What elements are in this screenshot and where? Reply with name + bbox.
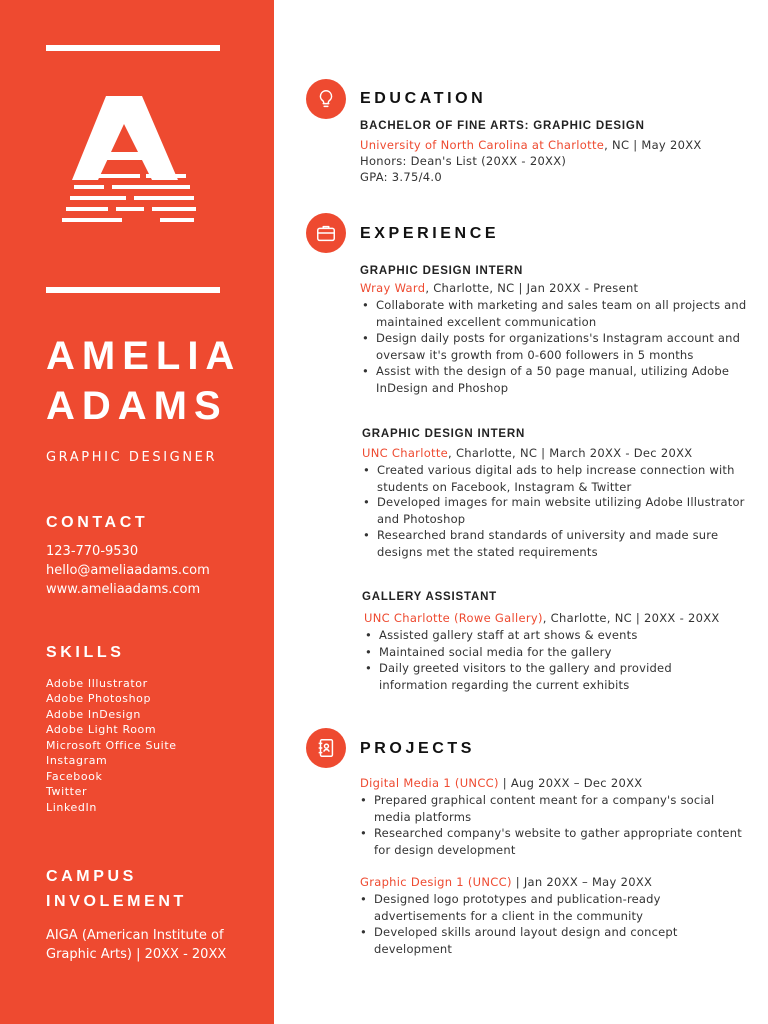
bullet-item: • Collaborate with marketing and sales team on all projects and maintained excellent communication: [362, 298, 747, 329]
project-name: Digital Media 1 (UNCC): [360, 776, 499, 790]
job-title: GRAPHIC DESIGN INTERN: [362, 428, 526, 440]
bullet-item: • Assisted gallery staff at art shows & events: [365, 628, 638, 642]
honors-line: Honors: Dean's List (20XX - 20XX): [360, 154, 567, 168]
job-title: GALLERY ASSISTANT: [362, 591, 497, 603]
skill-item: Adobe Photoshop: [46, 692, 152, 705]
projects-heading: PROJECTS: [360, 740, 476, 757]
bullet-item: • Designed logo prototypes and publication-ready advertisements for a client in the community: [360, 892, 661, 923]
bullet-item: • Created various digital ads to help increase connection with students on Facebook, Instagram & Twitter: [363, 463, 735, 494]
logo-divider: [46, 287, 220, 293]
briefcase-icon: [306, 213, 346, 253]
skill-item: Instagram: [46, 754, 108, 767]
contact-heading: CONTACT: [46, 514, 149, 531]
job-org: Wray Ward: [360, 281, 426, 295]
job-title: GRAPHIC DESIGNER: [46, 450, 218, 465]
job-org: UNC Charlotte (Rowe Gallery): [364, 611, 543, 625]
job-meta: , Charlotte, NC | 20XX - 20XX: [542, 611, 720, 625]
experience-heading: EXPERIENCE: [360, 225, 500, 242]
top-divider: [46, 45, 220, 51]
skills-heading: SKILLS: [46, 644, 125, 661]
bullet-item: • Maintained social media for the gallery: [365, 645, 612, 659]
skill-item: LinkedIn: [46, 801, 97, 814]
lightbulb-icon: [306, 79, 346, 119]
job-meta-line: [360, 281, 638, 295]
campus-heading-line2: INVOLEMENT: [46, 893, 187, 910]
skill-item: Facebook: [46, 770, 103, 783]
bullet-item: • Researched brand standards of university and made sure designs met the stated requirements: [363, 528, 719, 559]
first-name: AMELIA: [46, 334, 242, 378]
email-link[interactable]: hello@ameliaadams.com: [46, 563, 210, 578]
skill-item: Adobe InDesign: [46, 708, 141, 721]
degree-title: BACHELOR OF FINE ARTS: GRAPHIC DESIGN: [360, 120, 645, 132]
bullet-item: • Developed skills around layout design and concept development: [360, 925, 678, 956]
last-name: ADAMS: [46, 384, 228, 428]
bullet-item: • Researched company's website to gather appropriate content for design development: [360, 826, 742, 857]
job-title: GRAPHIC DESIGN INTERN: [360, 265, 524, 277]
school-line: [360, 138, 702, 152]
skill-item: Microsoft Office Suite: [46, 739, 177, 752]
campus-involvement-text: AIGA (American Institute of Graphic Arts) | 20XX - 20XX: [46, 928, 227, 962]
phone-number: 123-770-9530: [46, 544, 139, 559]
gpa-line: GPA: 3.75/4.0: [360, 170, 442, 184]
education-heading: EDUCATION: [360, 90, 487, 107]
job-meta: , Charlotte, NC | Jan 20XX - Present: [425, 281, 639, 295]
bullet-item: • Design daily posts for organizations's Instagram account and oversaw it's growth from 0-600 followers in 5 months: [362, 331, 741, 362]
sidebar: [0, 0, 274, 1024]
job-meta: , Charlotte, NC | March 20XX - Dec 20XX: [448, 446, 693, 460]
skill-item: Adobe Illustrator: [46, 677, 148, 690]
skill-item: Twitter: [46, 785, 88, 798]
bullet-item: • Assist with the design of a 50 page manual, utilizing Adobe InDesign and Phoshop: [362, 364, 730, 395]
job-meta-line: [362, 446, 692, 460]
website-link[interactable]: www.ameliaadams.com: [46, 582, 201, 597]
job-org: UNC Charlotte: [362, 446, 449, 460]
project-meta-line: [360, 875, 652, 889]
project-meta: | Jan 20XX – May 20XX: [511, 875, 653, 889]
skill-item: Adobe Light Room: [46, 723, 157, 736]
bullet-item: • Daily greeted visitors to the gallery and provided information regarding the current exhibits: [365, 661, 672, 692]
bullet-item: • Prepared graphical content meant for a company's social media platforms: [360, 793, 715, 824]
notebook-icon: [306, 728, 346, 768]
campus-heading-line1: CAMPUS: [46, 868, 137, 885]
project-name: Graphic Design 1 (UNCC): [360, 875, 512, 889]
project-meta-line: [360, 776, 642, 790]
school-name: University of North Carolina at Charlotte: [360, 138, 605, 152]
project-meta: | Aug 20XX – Dec 20XX: [498, 776, 643, 790]
monogram-logo-icon: [60, 92, 200, 232]
bullet-item: • Developed images for main website utilizing Adobe Illustrator and Photoshop: [363, 495, 745, 526]
job-meta-line: [364, 611, 720, 625]
school-meta: , NC | May 20XX: [604, 138, 702, 152]
